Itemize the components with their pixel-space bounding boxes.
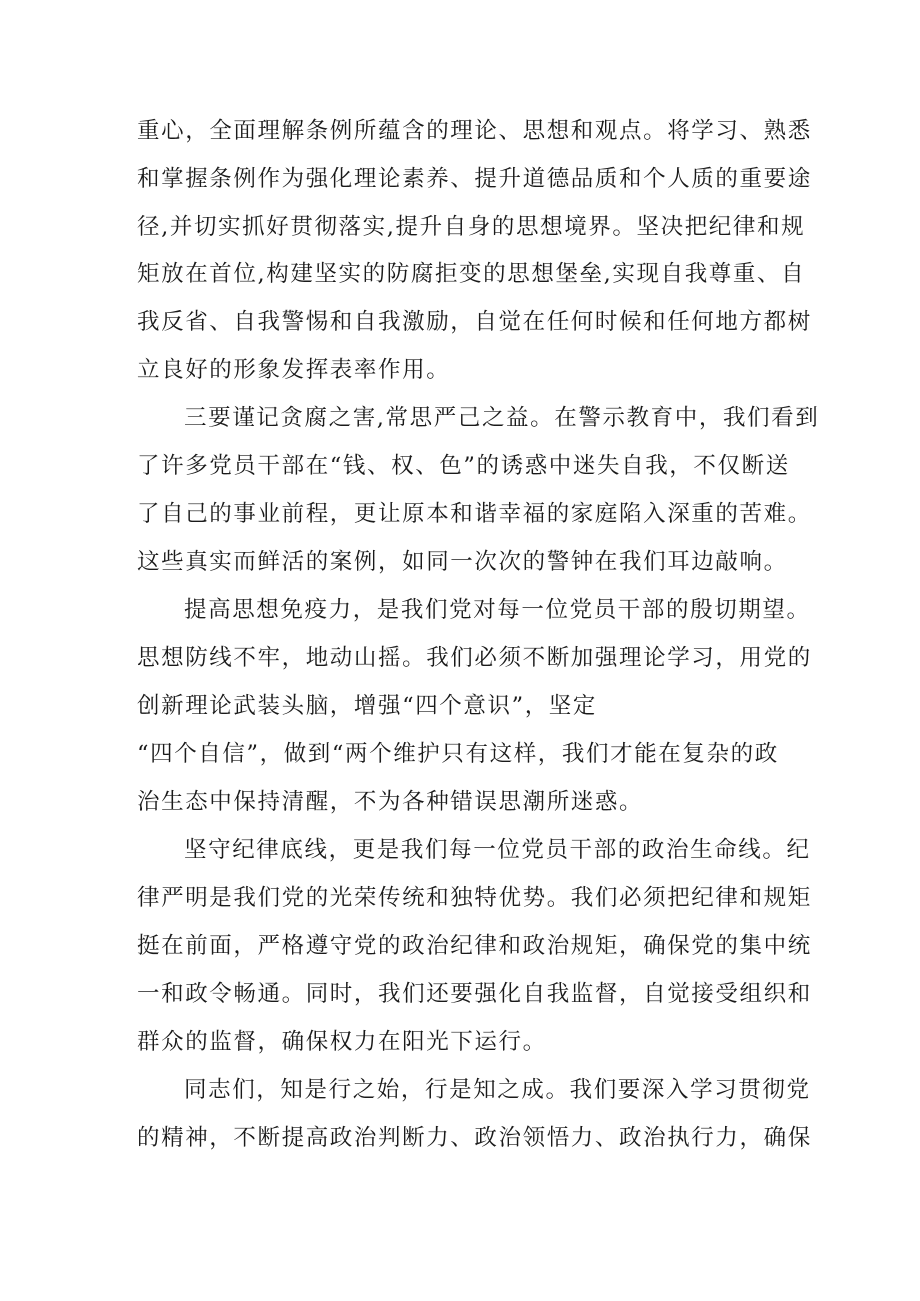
text-line: 径,并切实抓好贯彻落实,提升自身的思想境界。坚决把纪律和规 [137, 214, 806, 240]
text-line: 的精神，不断提高政治判断力、政治领悟力、政治执行力，确保 [137, 1125, 812, 1151]
text-line: 律严明是我们党的光荣传统和独特优势。我们必须把纪律和规矩 [137, 885, 812, 911]
text-line: 创新理论武装头脑，增强“四个意识”，坚定 [137, 693, 598, 719]
text-line: 了许多党员干部在“钱、权、色”的诱惑中迷失自我，不仅断送 [137, 453, 790, 479]
paragraph-start-line: 同志们，知是行之始，行是知之成。我们要深入学习贯彻党 [184, 1077, 811, 1103]
text-line: 挺在前面，严格遵守党的政治纪律和政治规矩，确保党的集中统 [137, 933, 812, 959]
text-line: 和掌握条例作为强化理论素养、提升道德品质和个人质的重要途 [137, 166, 812, 192]
text-line: 立良好的形象发挥表率作用。 [137, 357, 451, 383]
text-line: 重心，全面理解条例所蕴含的理论、思想和观点。将学习、熟悉 [137, 118, 812, 144]
text-line: 矩放在首位,构建坚实的防腐拒变的思想堡垒,实现自我尊重、自 [137, 261, 806, 287]
text-line: “四个自信”，做到“两个维护只有这样，我们才能在复杂的政 [137, 741, 779, 767]
text-line: 群众的监督，确保权力在阳光下运行。 [137, 1029, 547, 1055]
paragraph-start-line: 三要谨记贪腐之害,常思严己之益。在警示教育中，我们看到 [184, 405, 820, 431]
paragraph-start-line: 坚守纪律底线，更是我们每一位党员干部的政治生命线。纪 [184, 837, 811, 863]
text-line: 这些真实而鲜活的案例，如同一次次的警钟在我们耳边敲响。 [137, 549, 788, 575]
paragraph-start-line: 提高思想免疫力，是我们党对每一位党员干部的殷切期望。 [184, 597, 811, 623]
text-line: 一和政令畅通。同时，我们还要强化自我监督，自觉接受组织和 [137, 981, 812, 1007]
text-line: 了自己的事业前程，更让原本和谐幸福的家庭陷入深重的苦难。 [137, 501, 812, 527]
text-line: 我反省、自我警惕和自我激励，自觉在任何时候和任何地方都树 [137, 309, 812, 335]
text-line: 治生态中保持清醒，不为各种错误思潮所迷惑。 [137, 789, 644, 815]
text-line: 思想防线不牢，地动山摇。我们必须不断加强理论学习，用党的 [137, 645, 812, 671]
